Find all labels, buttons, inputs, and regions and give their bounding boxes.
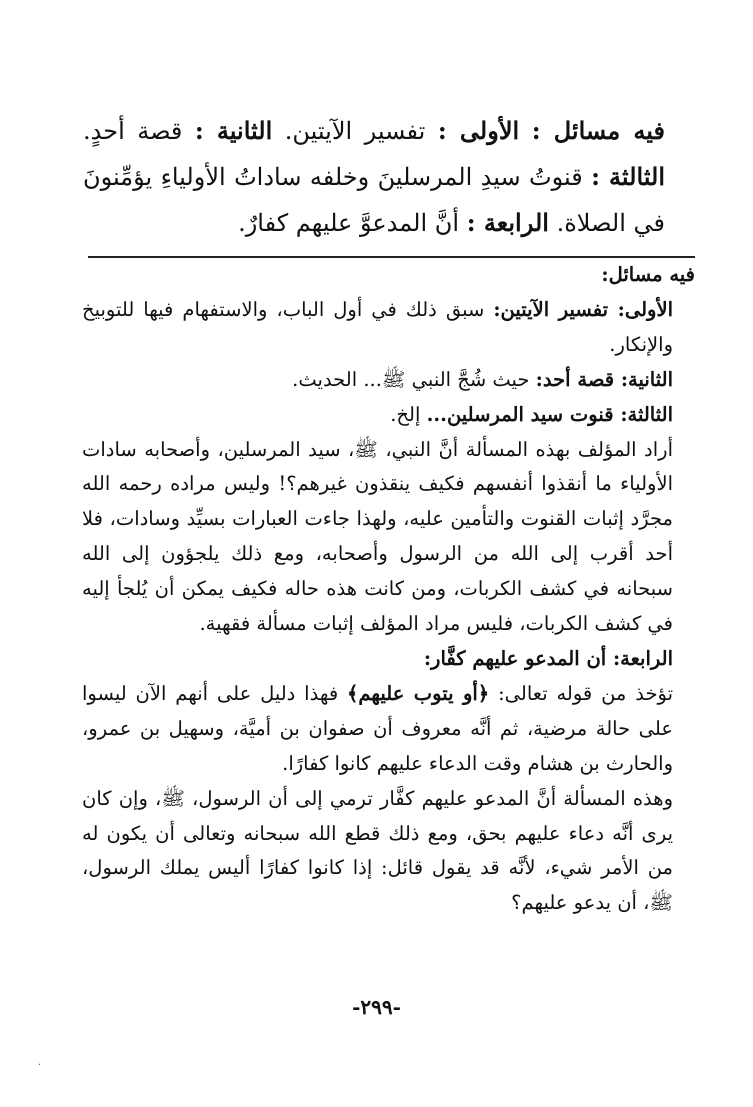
issue-second-text: قصة أحدٍ. bbox=[83, 117, 183, 145]
commentary-heading: فيه مسائل: bbox=[601, 263, 695, 286]
issue-third-label: الثالثة : bbox=[591, 162, 666, 191]
commentary-paragraph-1: أراد المؤلف بهذه المسألة أنَّ النبي، ﷺ، سيد المرسلين، وأصحابه سادات الأولياء ما أنقذوا أنفسهم فكيف ينقذون غيرهم؟! وليس مراده رحمه الله مجرَّد إثبات القنوت والتأمين عليه، ولهذا جاءت العبارات بسيِّد وسادات، فلا أحد أقرب إلى الله من الرسول وأصحابه، ومع ذلك يلجؤون إلى الله سبحانه في كشف الكربات، ومن كانت هذه حاله فكيف يمكن أن يُلجأ إليه في كشف الكربات، فليس مراد المؤلف إثبات مسألة فقهية. bbox=[82, 437, 673, 636]
commentary-paragraph-2-start: تؤخذ من قوله تعالى: bbox=[498, 681, 673, 705]
scan-speck: · bbox=[38, 1060, 42, 1071]
issue-fourth-text: أنَّ المدعوَّ عليهم كفارٌ. bbox=[238, 209, 460, 237]
commentary-paragraph-2 bbox=[82, 677, 695, 782]
issue-first-text: تفسير الآيتين. bbox=[284, 117, 426, 145]
issue-third-text: قنوتُ سيدِ المرسلينَ وخلفه ساداتُ الأولياءِ يؤمِّنونَ في الصلاة. bbox=[83, 163, 665, 237]
commentary-third bbox=[82, 398, 695, 433]
commentary-fourth bbox=[82, 642, 695, 677]
page-number: -٢٩٩- bbox=[352, 995, 401, 1019]
issue-first-label: الأولى : bbox=[437, 116, 520, 145]
commentary-second bbox=[82, 363, 695, 398]
commentary-first-text: سبق ذلك في أول الباب، والاستفهام فيها للتوبيخ والإنكار. bbox=[82, 297, 673, 356]
commentary-first bbox=[82, 293, 695, 363]
commentary-third-text: إلخ. bbox=[390, 402, 421, 426]
issue-fourth-label: الرابعة : bbox=[466, 208, 549, 237]
commentary-first-label: الأولى: تفسير الآيتين: bbox=[493, 297, 673, 321]
commentary-paragraph-2-rest: فهذا دليل على أنهم الآن ليسوا على حالة مرضية، ثم أنَّه معروف أن صفوان بن أميَّة، وسهيل بن عمرو، والحارث بن هشام وقت الدعاء عليهم كانوا كفارًا. bbox=[82, 681, 673, 775]
commentary-section bbox=[82, 258, 695, 921]
quran-quote: ﴿أو يتوب عليهم﴾ bbox=[347, 681, 490, 705]
commentary-fourth-label: الرابعة: أن المدعو عليهم كفَّار: bbox=[423, 646, 673, 670]
issues-heading: فيه مسائل : bbox=[531, 116, 665, 145]
commentary-third-label: الثالثة: قنوت سيد المرسلين... bbox=[426, 402, 673, 426]
chapter-issues-summary bbox=[83, 108, 665, 246]
commentary-second-text: حيث شُجَّ النبي ﷺ... الحديث. bbox=[292, 367, 530, 391]
commentary-second-label: الثانية: قصة أحد: bbox=[535, 367, 673, 391]
commentary-paragraph-3: وهذه المسألة أنَّ المدعو عليهم كفَّار ترمي إلى أن الرسول، ﷺ، وإن كان يرى أنَّه دعاء عليهم بحق، ومع ذلك قطع الله سبحانه وتعالى أن يكون له من الأمر شيء، لأنَّه قد يقول قائل: إذا كانوا كفارًا أليس يملك الرسول، ﷺ، أن يدعو عليهم؟ bbox=[82, 786, 673, 915]
issue-second-label: الثانية : bbox=[194, 116, 273, 145]
